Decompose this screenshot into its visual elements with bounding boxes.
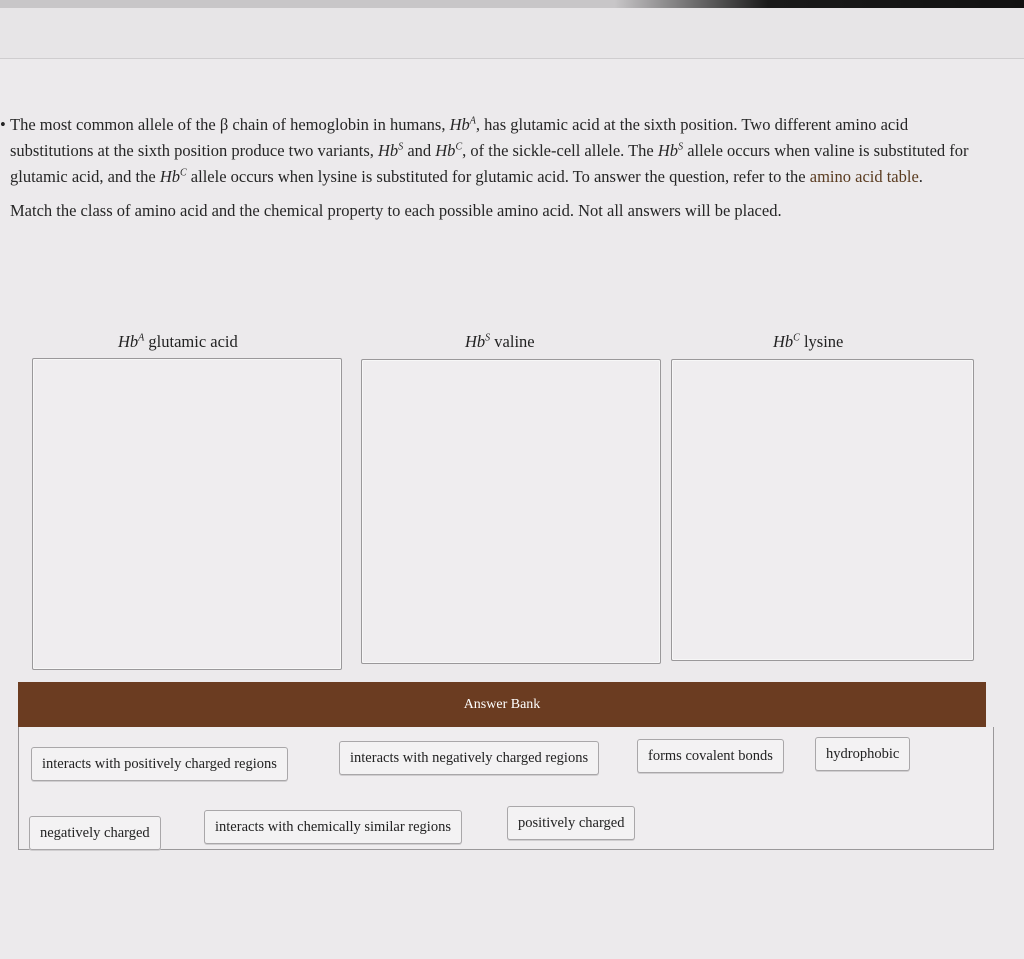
question-text-part: , of the sickle-cell allele. The	[462, 141, 658, 160]
question-text-part: and	[403, 141, 436, 160]
instruction-text: Match the class of amino acid and the chemical property to each possible amino acid. Not all answers will be placed.	[10, 201, 782, 220]
drop-zone-hbC[interactable]	[671, 359, 974, 661]
hbA-symbol: $Hb^A$	[449, 115, 476, 134]
hbC-symbol: $Hb^C$	[435, 141, 463, 160]
answer-chip[interactable]: negatively charged	[29, 816, 161, 850]
question-block	[0, 112, 970, 224]
amino-acid-table-link[interactable]: amino acid table	[809, 167, 919, 186]
top-band	[0, 8, 1024, 59]
answer-chip[interactable]: interacts with negatively charged regions	[339, 741, 599, 775]
top-edge-bar	[0, 0, 1024, 8]
answer-chip[interactable]: forms covalent bonds	[637, 739, 784, 773]
answer-chip[interactable]: interacts with positively charged regions	[31, 747, 288, 781]
target-label-hbS: $Hb^S$ valine	[465, 332, 535, 351]
question-text-part: , has glutamic acid at the sixth position. Two different amino acid substitutions at the sixth position produce two variants,	[10, 115, 909, 160]
question-text-part: allele occurs when lysine is substituted for glutamic acid. To answer the question, refer to the	[186, 167, 810, 186]
hbC-symbol: $Hb^C$	[159, 167, 187, 186]
answer-bank-header: Answer Bank	[18, 682, 986, 727]
question-bullet: •	[0, 115, 6, 134]
question-text	[10, 112, 970, 190]
answer-chip[interactable]: hydrophobic	[815, 737, 910, 771]
question-text-part: allele occurs when valine is substituted for glutamic acid, and the	[10, 141, 969, 186]
target-label-hbA: $Hb^A$ glutamic acid	[118, 332, 238, 351]
answer-chip[interactable]: interacts with chemically similar regions	[204, 810, 462, 844]
hbS-symbol: $Hb^S$	[378, 141, 404, 160]
drop-zone-hbA[interactable]	[32, 358, 342, 670]
answer-chip[interactable]: positively charged	[507, 806, 635, 840]
target-label-hbC: $Hb^C$ lysine	[773, 332, 844, 351]
question-text-part: .	[918, 167, 923, 186]
drop-zone-hbS[interactable]	[361, 359, 661, 664]
hbS-symbol: $Hb^S$	[657, 141, 684, 160]
question-text-part: The most common allele of the β chain of hemoglobin in humans,	[10, 115, 450, 134]
